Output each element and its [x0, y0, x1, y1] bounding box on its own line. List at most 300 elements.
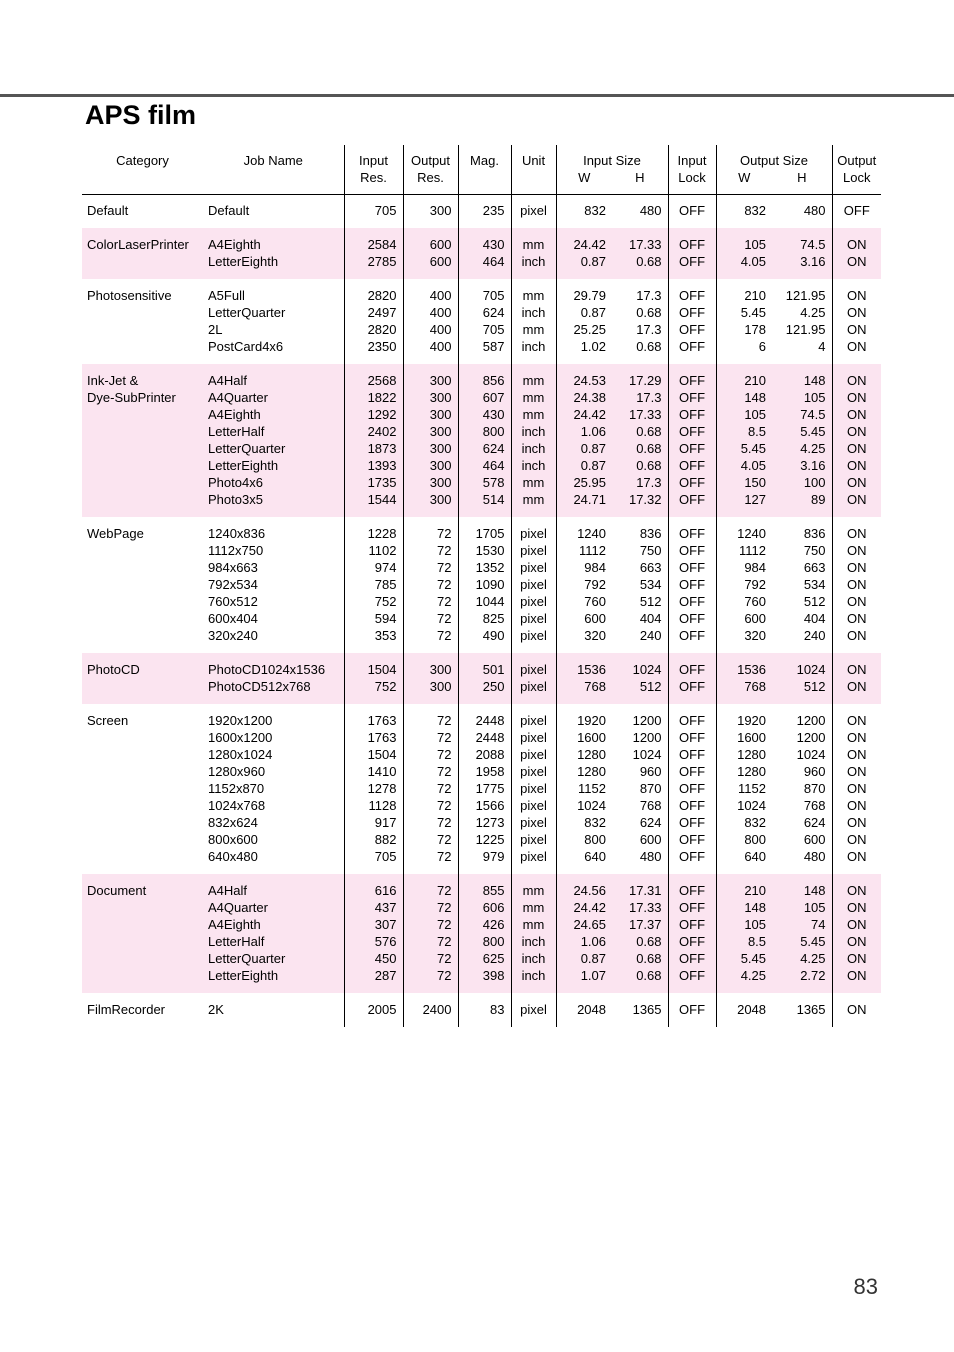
- output-lock-value: ON: [847, 1002, 867, 1017]
- output-w-value: 5.45: [740, 441, 767, 456]
- input-w-value: 1112: [579, 543, 606, 558]
- output-lock-value: ON: [847, 628, 867, 643]
- table-row-group: [82, 993, 881, 1027]
- job-name-value: 1152x870: [208, 781, 265, 796]
- output-h-value: 512: [803, 594, 826, 609]
- mag-cell: [458, 517, 511, 653]
- unit-value: inch: [521, 968, 546, 983]
- input-w-value: 1600: [577, 730, 606, 745]
- output-w-value: 1920: [737, 713, 767, 728]
- job-name-value: 600x404: [208, 611, 258, 626]
- output-lock-value: ON: [847, 679, 867, 694]
- category-label: Ink-Jet &: [87, 373, 139, 388]
- output-w-value: 984: [744, 560, 767, 575]
- job-name-value: PhotoCD512x768: [208, 679, 311, 694]
- input-lock-value: OFF: [679, 883, 706, 898]
- category-label: FilmRecorder: [87, 1002, 166, 1017]
- output-res-value: 72: [437, 968, 452, 983]
- output-lock-cell: [832, 653, 881, 704]
- unit-value: pixel: [520, 781, 547, 796]
- page-title: APS film: [85, 100, 197, 130]
- output-lock-cell: [832, 517, 881, 653]
- output-h-value: 663: [803, 560, 826, 575]
- output-res-cell: [403, 195, 458, 229]
- job-name-value: A5Full: [208, 288, 245, 303]
- category-label: Dye-SubPrinter: [87, 390, 176, 405]
- input-lock-value: OFF: [679, 815, 706, 830]
- input-lock-value: OFF: [679, 747, 706, 762]
- unit-value: mm: [522, 900, 545, 915]
- input-lock-value: OFF: [679, 628, 706, 643]
- output-res-cell: [403, 228, 458, 279]
- unit-value: pixel: [520, 747, 547, 762]
- unit-value: pixel: [520, 764, 547, 779]
- output-lock-value: ON: [847, 917, 867, 932]
- input-h-value: 17.29: [628, 373, 662, 388]
- input-lock-cell: [668, 704, 716, 874]
- mag-value: 501: [482, 662, 505, 677]
- output-lock-cell: [832, 704, 881, 874]
- output-lock-value: ON: [847, 492, 867, 507]
- input-lock-value: OFF: [679, 458, 706, 473]
- input-w-cell: [556, 874, 612, 993]
- output-lock-value: ON: [847, 322, 867, 337]
- input-res-value: 1128: [368, 798, 397, 813]
- input-res-value: 1410: [367, 764, 397, 779]
- input-lock-value: OFF: [679, 781, 706, 796]
- job-name-value: Photo4x6: [208, 475, 263, 490]
- category-label: Default: [87, 203, 129, 218]
- input-w-value: 1280: [577, 747, 606, 762]
- output-w-cell: [716, 653, 772, 704]
- output-res-value: 300: [429, 679, 452, 694]
- output-h-cell: [772, 364, 832, 517]
- output-h-value: 4.25: [800, 951, 826, 966]
- output-res-value: 72: [437, 628, 452, 643]
- output-res-value: 300: [429, 424, 452, 439]
- mag-cell: [458, 364, 511, 517]
- job-name-value: 792x534: [208, 577, 258, 592]
- input-res-cell: [344, 874, 403, 993]
- output-res-cell: [403, 874, 458, 993]
- input-res-value: 917: [374, 815, 397, 830]
- output-w-value: 4.05: [740, 458, 767, 473]
- output-h-value: 624: [803, 815, 826, 830]
- unit-value: pixel: [520, 662, 547, 677]
- input-h-value: 0.68: [636, 951, 662, 966]
- input-w-value: 832: [584, 815, 606, 830]
- mag-value: 1225: [475, 832, 505, 847]
- job-name-value: 1280x960: [208, 764, 266, 779]
- job-name-value: 320x240: [208, 628, 258, 643]
- input-res-value: 437: [374, 900, 397, 915]
- mag-value: 624: [482, 441, 505, 456]
- unit-value: mm: [522, 407, 545, 422]
- output-w-value: 1024: [737, 798, 767, 813]
- output-lock-value: ON: [847, 951, 867, 966]
- input-h-value: 512: [639, 594, 662, 609]
- input-res-value: 2402: [367, 424, 397, 439]
- input-res-value: 1292: [367, 407, 397, 422]
- input-h-cell: [612, 874, 668, 993]
- table-row-group: [82, 704, 881, 874]
- output-lock-value: ON: [847, 781, 867, 796]
- header-input-res-2: Res.: [344, 169, 403, 195]
- unit-value: mm: [522, 492, 545, 507]
- input-res-value: 1735: [367, 475, 397, 490]
- input-w-value: 24.38: [573, 390, 606, 405]
- input-h-value: 1200: [632, 713, 662, 728]
- input-w-value: 600: [584, 611, 606, 626]
- input-w-cell: [556, 228, 612, 279]
- input-h-value: 17.3: [636, 475, 662, 490]
- output-h-value: 148: [803, 883, 826, 898]
- output-res-value: 400: [429, 322, 452, 337]
- output-w-value: 760: [744, 594, 767, 609]
- output-w-value: 1280: [737, 764, 767, 779]
- output-res-value: 72: [437, 815, 452, 830]
- input-res-value: 594: [374, 611, 397, 626]
- category-label: Screen: [87, 713, 129, 728]
- output-h-value: 5.45: [800, 934, 826, 949]
- input-h-value: 17.37: [628, 917, 662, 932]
- mag-cell: [458, 228, 511, 279]
- mag-value: 1775: [475, 781, 505, 796]
- input-lock-value: OFF: [679, 441, 706, 456]
- output-h-cell: [772, 874, 832, 993]
- output-h-value: 836: [803, 526, 826, 541]
- category-cell: [82, 653, 203, 704]
- output-lock-cell: [832, 228, 881, 279]
- unit-value: inch: [521, 424, 546, 439]
- input-res-value: 1822: [367, 390, 397, 405]
- output-h-value: 4.25: [800, 441, 826, 456]
- output-res-value: 72: [437, 951, 452, 966]
- output-res-value: 72: [437, 883, 452, 898]
- output-res-value: 72: [437, 730, 452, 745]
- job-name-value: A4Eighth: [208, 407, 261, 422]
- input-w-cell: [556, 364, 612, 517]
- input-w-value: 2048: [577, 1002, 606, 1017]
- input-res-cell: [344, 517, 403, 653]
- job-name-value: LetterQuarter: [208, 305, 286, 320]
- output-h-value: 74.5: [800, 237, 826, 252]
- job-name-cell: [203, 653, 344, 704]
- mag-value: 624: [482, 305, 505, 320]
- job-name-value: LetterEighth: [208, 968, 279, 983]
- input-h-value: 624: [639, 815, 662, 830]
- job-name-value: LetterEighth: [208, 458, 279, 473]
- mag-value: 856: [482, 373, 505, 388]
- mag-value: 464: [482, 458, 505, 473]
- input-lock-value: OFF: [679, 764, 706, 779]
- job-name-cell: [203, 279, 344, 364]
- output-res-value: 300: [429, 203, 452, 218]
- category-cell: [82, 364, 203, 517]
- input-lock-value: OFF: [679, 968, 706, 983]
- output-w-value: 1240: [737, 526, 767, 541]
- input-w-value: 0.87: [580, 254, 606, 269]
- input-res-value: 2005: [367, 1002, 397, 1017]
- input-h-value: 512: [639, 679, 662, 694]
- output-res-value: 300: [429, 373, 452, 388]
- mag-value: 235: [482, 203, 505, 218]
- output-res-cell: [403, 364, 458, 517]
- output-h-value: 4: [818, 339, 826, 354]
- job-name-value: 2L: [208, 322, 223, 337]
- input-lock-value: OFF: [679, 492, 706, 507]
- output-h-value: 404: [803, 611, 826, 626]
- output-res-value: 72: [437, 764, 452, 779]
- input-w-value: 24.71: [573, 492, 606, 507]
- input-w-value: 1.06: [580, 934, 606, 949]
- input-w-cell: [556, 704, 612, 874]
- output-w-value: 105: [744, 237, 767, 252]
- input-w-value: 24.42: [573, 407, 606, 422]
- input-lock-value: OFF: [679, 611, 706, 626]
- output-lock-value: ON: [847, 407, 867, 422]
- job-name-value: 1112x750: [208, 543, 264, 558]
- output-h-value: 480: [803, 849, 826, 864]
- input-res-value: 1278: [367, 781, 397, 796]
- input-res-value: 2820: [367, 288, 397, 303]
- output-w-cell: [716, 364, 772, 517]
- output-h-value: 1200: [796, 713, 826, 728]
- output-res-value: 72: [437, 577, 452, 592]
- job-name-value: LetterHalf: [208, 934, 265, 949]
- input-h-value: 768: [639, 798, 662, 813]
- input-h-value: 0.68: [636, 968, 662, 983]
- category-cell: [82, 704, 203, 874]
- job-name-value: 1600x1200: [208, 730, 273, 745]
- output-h-value: 148: [803, 373, 826, 388]
- category-cell: [82, 195, 203, 229]
- output-w-value: 600: [744, 611, 767, 626]
- unit-value: mm: [522, 475, 545, 490]
- input-h-value: 17.33: [628, 900, 662, 915]
- unit-cell: [511, 874, 556, 993]
- mag-value: 1705: [475, 526, 505, 541]
- category-label: WebPage: [87, 526, 144, 541]
- job-name-value: 832x624: [208, 815, 258, 830]
- input-h-cell: [612, 517, 668, 653]
- input-lock-value: OFF: [679, 237, 706, 252]
- output-lock-value: ON: [847, 475, 867, 490]
- input-w-value: 1280: [577, 764, 606, 779]
- output-lock-value: ON: [847, 730, 867, 745]
- input-h-value: 0.68: [636, 254, 662, 269]
- output-lock-value: ON: [847, 713, 867, 728]
- output-h-cell: [772, 704, 832, 874]
- unit-cell: [511, 517, 556, 653]
- output-lock-value: ON: [847, 934, 867, 949]
- output-h-cell: [772, 993, 832, 1027]
- job-name-value: 984x663: [208, 560, 258, 575]
- category-label: ColorLaserPrinter: [87, 237, 189, 252]
- input-res-value: 450: [374, 951, 397, 966]
- unit-value: pixel: [520, 611, 547, 626]
- output-h-value: 768: [803, 798, 826, 813]
- header-output-lock-2: Lock: [832, 169, 881, 195]
- input-res-value: 752: [374, 679, 397, 694]
- unit-value: pixel: [520, 849, 547, 864]
- unit-value: inch: [521, 441, 546, 456]
- job-name-value: A4Eighth: [208, 237, 261, 252]
- input-res-value: 1228: [367, 526, 397, 541]
- input-res-cell: [344, 993, 403, 1027]
- output-w-value: 150: [744, 475, 767, 490]
- output-lock-value: ON: [847, 577, 867, 592]
- job-name-value: 2K: [208, 1002, 224, 1017]
- input-h-value: 17.33: [628, 407, 662, 422]
- input-w-value: 1536: [577, 662, 606, 677]
- input-w-cell: [556, 279, 612, 364]
- input-w-cell: [556, 653, 612, 704]
- input-lock-cell: [668, 874, 716, 993]
- input-lock-value: OFF: [679, 713, 706, 728]
- mag-value: 1566: [475, 798, 505, 813]
- unit-value: pixel: [520, 594, 547, 609]
- output-lock-value: ON: [847, 560, 867, 575]
- input-h-value: 1024: [632, 747, 662, 762]
- output-w-value: 178: [744, 322, 767, 337]
- input-lock-value: OFF: [679, 526, 706, 541]
- input-w-value: 640: [584, 849, 606, 864]
- mag-value: 800: [482, 424, 505, 439]
- header-output-w: W: [716, 169, 772, 195]
- unit-value: mm: [522, 390, 545, 405]
- output-h-value: 74: [811, 917, 826, 932]
- job-name-cell: [203, 874, 344, 993]
- output-w-value: 8.5: [747, 934, 767, 949]
- input-lock-cell: [668, 279, 716, 364]
- output-res-value: 300: [429, 475, 452, 490]
- job-name-value: PostCard4x6: [208, 339, 284, 354]
- job-name-value: A4Quarter: [208, 900, 268, 915]
- input-w-value: 24.53: [573, 373, 606, 388]
- input-w-value: 0.87: [580, 458, 606, 473]
- job-name-cell: [203, 993, 344, 1027]
- table-body: [82, 195, 881, 1028]
- output-w-cell: [716, 195, 772, 229]
- job-name-value: 640x480: [208, 849, 258, 864]
- input-lock-value: OFF: [679, 390, 706, 405]
- output-lock-value: ON: [847, 305, 867, 320]
- output-res-value: 400: [429, 339, 452, 354]
- mag-value: 587: [482, 339, 505, 354]
- input-w-value: 320: [584, 628, 606, 643]
- header-unit: Unit: [511, 145, 556, 169]
- input-h-cell: [612, 279, 668, 364]
- output-lock-value: ON: [847, 849, 867, 864]
- output-w-value: 148: [744, 390, 767, 405]
- input-res-value: 1763: [367, 730, 397, 745]
- unit-value: pixel: [520, 713, 547, 728]
- output-res-cell: [403, 517, 458, 653]
- input-res-cell: [344, 364, 403, 517]
- header-input-lock-2: Lock: [668, 169, 716, 195]
- output-lock-value: ON: [847, 883, 867, 898]
- job-name-value: 760x512: [208, 594, 258, 609]
- output-w-value: 6: [758, 339, 767, 354]
- output-h-value: 2.72: [800, 968, 826, 983]
- input-h-value: 17.31: [628, 883, 662, 898]
- header-job-name: Job Name: [203, 145, 344, 169]
- mag-value: 490: [482, 628, 505, 643]
- input-w-cell: [556, 195, 612, 229]
- unit-value: inch: [521, 951, 546, 966]
- unit-value: mm: [522, 917, 545, 932]
- input-w-value: 760: [584, 594, 606, 609]
- input-h-value: 1200: [632, 730, 662, 745]
- output-res-cell: [403, 279, 458, 364]
- unit-value: pixel: [520, 679, 547, 694]
- output-w-value: 105: [744, 407, 767, 422]
- input-w-value: 792: [584, 577, 606, 592]
- output-res-value: 300: [429, 662, 452, 677]
- output-res-cell: [403, 653, 458, 704]
- input-lock-value: OFF: [679, 322, 706, 337]
- input-lock-value: OFF: [679, 560, 706, 575]
- header-input-res: Input: [344, 145, 403, 169]
- mag-cell: [458, 653, 511, 704]
- header-input-w: W: [556, 169, 612, 195]
- output-res-value: 600: [429, 254, 452, 269]
- header-output-res: Output: [403, 145, 458, 169]
- mag-value: 979: [482, 849, 505, 864]
- output-h-value: 89: [811, 492, 826, 507]
- unit-value: pixel: [520, 815, 547, 830]
- output-h-value: 600: [803, 832, 826, 847]
- input-res-value: 752: [374, 594, 397, 609]
- output-res-value: 300: [429, 407, 452, 422]
- output-res-value: 2400: [422, 1002, 452, 1017]
- job-name-value: 800x600: [208, 832, 258, 847]
- output-h-value: 3.16: [800, 458, 826, 473]
- input-w-value: 24.42: [573, 900, 606, 915]
- job-name-value: A4Half: [208, 883, 248, 898]
- output-h-cell: [772, 653, 832, 704]
- input-w-cell: [556, 517, 612, 653]
- mag-value: 1090: [475, 577, 505, 592]
- input-w-value: 1.07: [580, 968, 606, 983]
- output-h-value: 5.45: [800, 424, 826, 439]
- output-w-value: 1600: [737, 730, 767, 745]
- output-lock-value: ON: [847, 594, 867, 609]
- output-lock-value: ON: [847, 441, 867, 456]
- input-w-value: 832: [584, 203, 606, 218]
- mag-value: 1273: [475, 815, 505, 830]
- output-lock-value: ON: [847, 611, 867, 626]
- output-res-value: 72: [437, 611, 452, 626]
- output-h-value: 750: [803, 543, 826, 558]
- input-lock-value: OFF: [679, 917, 706, 932]
- page-number: 83: [853, 1274, 878, 1299]
- input-lock-value: OFF: [679, 1002, 706, 1017]
- input-lock-value: OFF: [679, 849, 706, 864]
- output-h-value: 105: [803, 390, 826, 405]
- input-h-value: 1365: [632, 1002, 662, 1017]
- output-lock-cell: [832, 195, 881, 229]
- table-row-group: [82, 228, 881, 279]
- input-w-value: 0.87: [580, 441, 606, 456]
- output-w-value: 105: [744, 917, 767, 932]
- input-h-value: 0.68: [636, 458, 662, 473]
- input-h-value: 0.68: [636, 339, 662, 354]
- output-lock-cell: [832, 364, 881, 517]
- output-w-value: 5.45: [740, 951, 767, 966]
- unit-value: pixel: [520, 1002, 547, 1017]
